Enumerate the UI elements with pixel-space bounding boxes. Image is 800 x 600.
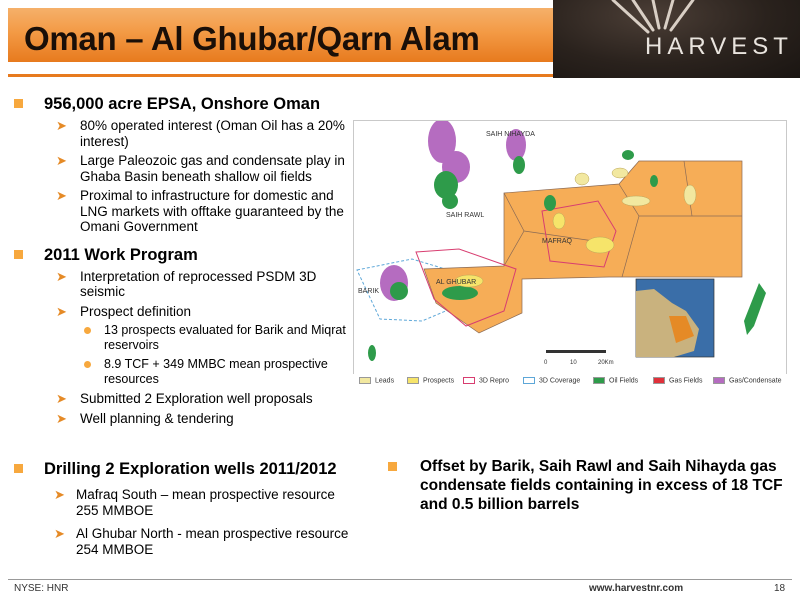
legend-label: Prospects [423,377,455,385]
footer-website[interactable]: www.harvestnr.com [589,583,684,594]
oil-field [442,286,478,300]
legend-item [359,377,394,384]
legend-swatch [593,377,605,384]
bullet-drilling [14,459,354,479]
lead [622,196,650,206]
bullet-drilling-label: Drilling 2 Exploration wells 2011/2012 [44,460,337,478]
sub-bullet-label: Proximal to infrastructure for domestic and LNG markets with offtake guaranteed by the Omani Government [80,188,344,234]
legend-label: 3D Repro [479,377,509,385]
harvest-logo-panel [553,0,800,78]
legend-swatch [653,377,665,384]
title-bar [8,8,553,62]
lead [684,185,696,205]
arrow-bullet-icon: ➤ [54,526,65,541]
page-number: 18 [774,583,786,594]
lead [586,237,614,253]
sub-bullet [14,411,354,427]
legend-swatch [713,377,725,384]
arrow-bullet-icon: ➤ [56,303,67,319]
arrow-bullet-icon: ➤ [56,410,67,426]
arrow-bullet-icon: ➤ [56,188,67,203]
square-bullet-icon [14,99,23,108]
dot-bullet-icon [84,361,91,368]
sub-bullet [14,188,354,235]
label-barik: BARIK [358,288,380,295]
legend-item [713,377,782,384]
slide-title: Oman – Al Ghubar/Qarn Alam [24,20,480,57]
offset-note [388,457,788,518]
arrow-bullet-icon: ➤ [56,153,67,168]
footer-divider [8,579,792,580]
scale-label-0: 0 [544,360,548,366]
bullet-list-main [14,94,354,430]
legend-swatch [407,377,419,384]
legend-item [463,377,509,384]
harvest-logo-text: HARVEST [645,33,793,60]
bullet-work-program-label: 2011 Work Program [44,245,198,264]
sub-bullet-label: Interpretation of reprocessed PSDM 3D seismic [80,268,317,299]
legend-swatch [523,377,535,384]
square-bullet-icon [14,464,23,473]
oil-field [544,195,556,211]
sub-sub-bullet-label: 13 prospects evaluated for Barik and Miqrat reservoirs [104,323,346,352]
sub-bullet-label: Well planning & tendering [80,410,234,426]
oil-field [650,175,658,187]
sub-bullet-label: Large Paleozoic gas and condensate play in Ghaba Basin beneath shallow oil fields [80,153,345,184]
oil-field [442,193,458,209]
offset-note-label: Offset by Barik, Saih Rawl and Saih Nihayda gas condensate fields containing in excess of 18 TCF and 0.5 billion barrels [420,458,783,513]
sub-bullet-label: Prospect definition [80,303,192,319]
bullet-epsa [14,94,354,114]
oil-field [368,345,376,361]
square-bullet-icon [388,462,397,471]
map-legend [353,374,787,392]
legend-swatch [359,377,371,384]
legend-label: 3D Coverage [539,377,581,385]
sub-bullet [14,526,354,557]
lead [612,168,628,178]
arrow-bullet-icon: ➤ [56,118,67,133]
legend-swatch [463,377,475,384]
bullet-epsa-label: 956,000 acre EPSA, Onshore Oman [44,95,321,113]
sub-bullet [14,391,354,407]
sub-bullet-label: 80% operated interest (Oman Oil has a 20% interest) [80,118,345,149]
legend-item [523,377,580,384]
arrow-bullet-icon: ➤ [54,487,65,502]
sub-bullet [14,153,354,184]
legend-label: Leads [375,377,395,385]
sub-sub-bullet [14,323,354,352]
lead [575,173,589,185]
bullet-work-program [14,245,354,265]
legend-item [653,377,702,384]
oil-field [622,150,634,160]
oil-field [513,156,525,174]
label-al-ghubar: AL GHUBAR [436,279,477,286]
legend-item [407,377,454,384]
label-saih-nihayda: SAIH NIHAYDA [486,131,535,138]
label-saih-rawl: SAIH RAWL [446,212,485,219]
legend-label: Gas Fields [669,377,703,385]
dot-bullet-icon [84,327,91,334]
sub-bullet [14,118,354,149]
arrow-bullet-icon: ➤ [56,391,67,406]
oil-field [390,282,408,300]
legend-label: Gas/Condensate [729,377,782,385]
sub-bullet-label: Submitted 2 Exploration well proposals [80,391,313,406]
arrow-bullet-icon: ➤ [56,268,67,284]
scale-bar [546,350,606,353]
square-bullet-icon [14,250,23,259]
footer-ticker: NYSE: HNR [14,583,69,594]
scale-label-10: 10 [570,360,577,366]
oil-field [744,283,766,335]
scale-label-20: 20Km [598,360,614,366]
sub-sub-bullet-label: 8.9 TCF + 349 MMBC mean prospective resources [104,357,328,386]
block-map [353,120,787,392]
lead [553,213,565,229]
header-divider [8,74,553,77]
bullet-offset [388,457,788,514]
map-drawing [354,121,788,375]
label-mafraq: MAFRAQ [542,238,572,245]
sub-sub-bullet [14,357,354,386]
bullet-list-drilling [14,459,354,561]
legend-item [593,377,638,384]
slide-header [0,0,800,78]
sub-bullet-label: Mafraq South – mean prospective resource 255 MMBOE [76,487,335,518]
legend-label: Oil Fields [609,377,639,385]
sub-bullet [14,304,354,320]
sub-bullet [14,487,354,518]
sub-bullet-label: Al Ghubar North - mean prospective resource 254 MMBOE [76,526,349,557]
sub-bullet [14,269,354,300]
